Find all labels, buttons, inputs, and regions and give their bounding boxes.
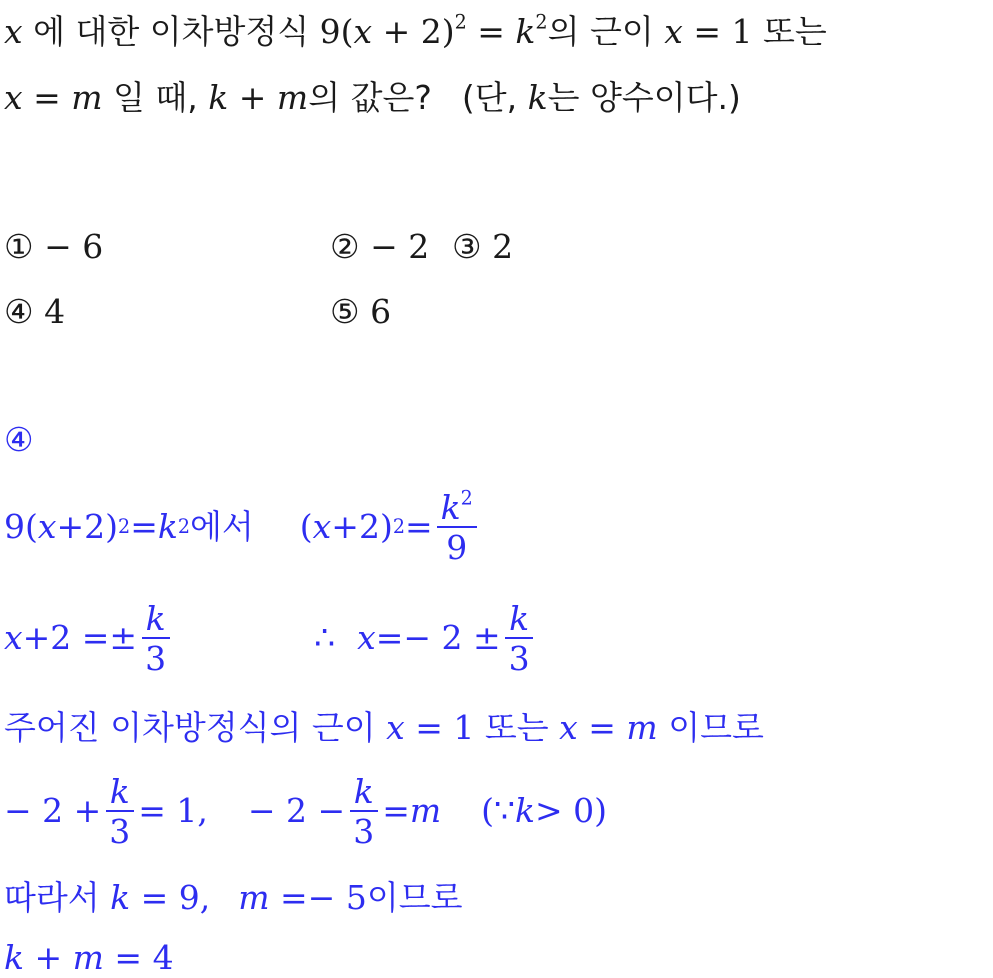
- solution-text: 에서: [190, 507, 254, 546]
- choice-mark: ②: [330, 227, 360, 266]
- frac-numerator: k: [350, 775, 378, 812]
- var-x: x: [312, 507, 332, 546]
- math-text: =: [466, 12, 516, 51]
- var-k: k: [527, 78, 548, 117]
- var-x: x: [4, 12, 23, 51]
- var-m: m: [72, 938, 104, 977]
- because-text: > 0): [535, 791, 608, 830]
- choice-5[interactable]: [330, 292, 391, 332]
- choice-value: − 6: [44, 227, 104, 266]
- solution-step-2: [4, 598, 538, 678]
- question-line-1: [4, 12, 827, 52]
- var-x: x: [37, 507, 57, 546]
- var-k: k: [110, 878, 131, 917]
- math-text: = 1: [404, 708, 485, 747]
- choice-value: 6: [370, 292, 392, 331]
- frac-denominator: 3: [109, 811, 131, 851]
- var-k: k: [515, 12, 536, 51]
- var-k: k: [515, 791, 536, 830]
- solution-text: 이므로: [366, 878, 463, 917]
- frac-numerator: k: [505, 602, 533, 639]
- frac-denominator: 3: [353, 811, 375, 851]
- math-text: +2): [331, 507, 393, 546]
- math-text: = 4: [103, 938, 174, 977]
- question-text: 일 때,: [102, 78, 209, 117]
- solution-step-6: [4, 938, 174, 978]
- math-text: =: [382, 791, 410, 830]
- solution-step-3: [4, 708, 764, 748]
- question-text: 의 근이: [547, 12, 665, 51]
- solution-step-4: [4, 771, 607, 851]
- choice-value: 4: [44, 292, 66, 331]
- fraction-k-over-3: [349, 771, 378, 851]
- choice-value: − 2: [370, 227, 430, 266]
- math-text: 9(: [319, 12, 354, 51]
- frac-numerator: k: [106, 775, 134, 812]
- var-m: m: [71, 78, 103, 117]
- math-text: =: [130, 507, 158, 546]
- fraction-k-over-3: [105, 771, 134, 851]
- frac-numerator: k: [142, 602, 170, 639]
- therefore-symbol: ∴: [314, 618, 336, 657]
- math-text: − 2 −: [247, 791, 346, 830]
- frac-numerator: k: [440, 487, 461, 527]
- question-text: 의 값은?: [308, 78, 432, 117]
- choice-4[interactable]: [4, 292, 65, 332]
- math-text: = 1,: [138, 791, 208, 830]
- choice-1[interactable]: [4, 227, 103, 267]
- math-text: +: [24, 938, 73, 977]
- choice-3[interactable]: [452, 227, 513, 267]
- var-k: k: [157, 507, 178, 546]
- solution-text: 주어진 이차방정식의 근이: [4, 708, 387, 747]
- because-text: (∵: [481, 791, 516, 830]
- question-line-2: [4, 78, 741, 118]
- math-text: =: [577, 708, 627, 747]
- math-text: =− 5: [269, 878, 367, 917]
- math-text: =− 2 ±: [375, 618, 501, 657]
- var-m: m: [626, 708, 658, 747]
- solution-text: 따라서: [4, 878, 111, 917]
- var-m: m: [238, 878, 270, 917]
- fraction-k2-over-9: [437, 486, 477, 567]
- var-m: m: [276, 78, 309, 117]
- var-k: k: [208, 78, 229, 117]
- fraction-k-over-3: [141, 598, 170, 678]
- var-m: m: [409, 791, 442, 830]
- var-x: x: [664, 12, 683, 51]
- var-x: x: [4, 78, 23, 117]
- solution-text: 이므로: [657, 708, 764, 747]
- var-x: x: [4, 618, 23, 657]
- choice-2[interactable]: [330, 227, 429, 267]
- math-text: +2 =±: [22, 618, 138, 657]
- choice-value: 2: [492, 227, 514, 266]
- exponent: 2: [460, 486, 473, 510]
- fraction-k-over-3: [505, 598, 534, 678]
- solution-step-1: 9( x +2) 2 = k 2 에서 ( x +2) 2 = $\frac{k^2}{9}$: [4, 487, 481, 567]
- math-text: =: [405, 507, 433, 546]
- frac-denominator: 9: [446, 527, 468, 567]
- choice-mark: ③: [452, 227, 482, 266]
- frac-denominator: 3: [508, 638, 530, 678]
- var-x: x: [386, 708, 405, 747]
- var-x: x: [353, 12, 373, 51]
- math-text: (: [299, 507, 313, 546]
- exponent: 2: [454, 10, 467, 34]
- math-text: +: [228, 78, 277, 117]
- choice-mark: ⑤: [330, 292, 360, 331]
- var-k: k: [4, 938, 24, 977]
- choice-mark: ④: [4, 292, 34, 331]
- question-text: 또는: [762, 12, 827, 51]
- condition-text: 는 양수이다.): [547, 78, 741, 117]
- answer-choice: ④: [4, 420, 34, 459]
- var-x: x: [559, 708, 578, 747]
- solution-step-5: [4, 878, 462, 918]
- math-text: + 2): [372, 12, 455, 51]
- math-text: +2): [56, 507, 119, 546]
- math-text: 9(: [4, 507, 38, 546]
- frac-denominator: 3: [145, 638, 167, 678]
- choice-mark: ①: [4, 227, 34, 266]
- answer-mark: [4, 420, 34, 460]
- math-text: = 9,: [130, 878, 211, 917]
- var-x: x: [357, 618, 376, 657]
- math-text: =: [22, 78, 72, 117]
- condition-text: (단,: [461, 78, 528, 117]
- question-text: 에 대한 이차방정식: [22, 12, 320, 51]
- solution-text: 또는: [484, 708, 560, 747]
- math-text: − 2 +: [4, 791, 102, 830]
- exponent: 2: [535, 10, 548, 34]
- math-text: = 1: [682, 12, 763, 51]
